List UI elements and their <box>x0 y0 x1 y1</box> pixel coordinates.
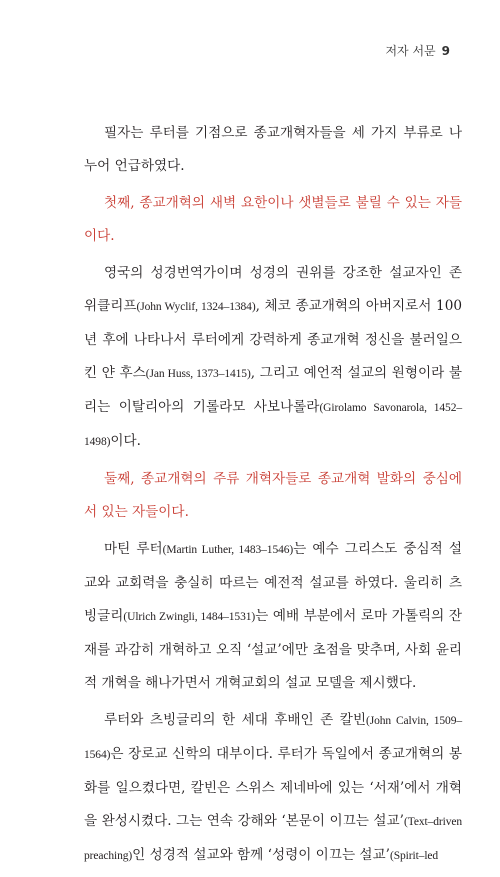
text-run: , 체코 종교개혁의 아버지로서 100년 후에 나타나서 루터에게 강력하게 종교개혁 정신을 불러일으킨 얀 후스 <box>84 298 462 381</box>
paragraph-forerunners <box>84 257 462 459</box>
text-run: 둘째, 종교개혁의 주류 개혁자들로 종교개혁 발화의 중심에 서 있는 자들이다. <box>84 471 462 520</box>
text-run: 루터와 츠빙글리의 한 세대 후배인 존 칼빈 <box>104 712 367 728</box>
section-title: 저자 서문 <box>385 44 436 58</box>
latin-reference: (Spirit–led <box>389 850 439 862</box>
running-head <box>385 42 450 59</box>
body-text <box>84 117 462 877</box>
text-run: 첫째, 종교개혁의 새벽 요한이나 샛별들로 불릴 수 있는 자들이다. <box>84 195 462 244</box>
page-number: 9 <box>441 44 450 58</box>
paragraph-luther-zwingli <box>84 533 462 700</box>
latin-reference: (John Wyclif, 1324–1384) <box>136 301 256 313</box>
text-run: 는 예수 그리스도 중심적 설교와 교회력을 충실히 따르는 예전적 설교를 하였다. 울리히 츠빙글리 <box>84 541 462 624</box>
paragraph-calvin <box>84 704 462 873</box>
text-run: 마틴 루터 <box>104 541 163 557</box>
text-run: 는 예배 부분에서 로마 가톨릭의 잔재를 과감히 개혁하고 오직 ‘설교’에만 초점을 맞추며, 사회 윤리적 개혁을 해나가면서 개혁교회의 설교 모델을 제시했다. <box>84 608 462 691</box>
text-run: 은 장로교 신학의 대부이다. 루터가 독일에서 종교개혁의 봉화를 일으켰다면, 칼빈은 스위스 제네바에 있는 ‘서재’에서 개혁을 완성시켰다. 그는 연속 강해와 ‘본문이 이끄는 설교’ <box>84 746 462 829</box>
text-run: 이다. <box>110 433 141 449</box>
latin-reference: (Ulrich Zwingli, 1484–1531) <box>123 611 256 623</box>
latin-reference: (Martin Luther, 1483–1546) <box>162 544 294 556</box>
paragraph-first-heading <box>84 187 462 253</box>
latin-reference: (Girolamo Savonarola, 1452–1498) <box>84 402 462 448</box>
text-run: 영국의 성경번역가이며 성경의 권위를 강조한 설교자인 존 위클리프 <box>84 265 462 314</box>
text-run: 필자는 루터를 기점으로 종교개혁자들을 세 가지 부류로 나누어 언급하였다. <box>84 125 462 174</box>
paragraph-second-heading <box>84 463 462 529</box>
paragraph-intro <box>84 117 462 183</box>
latin-reference: (John Calvin, 1509–1564) <box>84 715 462 761</box>
text-run: 인 성경적 설교와 함께 ‘성령이 이끄는 설교’ <box>132 847 390 863</box>
text-run: , 그리고 예언적 설교의 원형이라 불리는 이탈리아의 기롤라모 사보나롤라 <box>84 365 462 415</box>
latin-reference: (Text–driven preaching) <box>84 816 462 862</box>
latin-reference: (Jan Huss, 1373–1415) <box>145 368 251 380</box>
